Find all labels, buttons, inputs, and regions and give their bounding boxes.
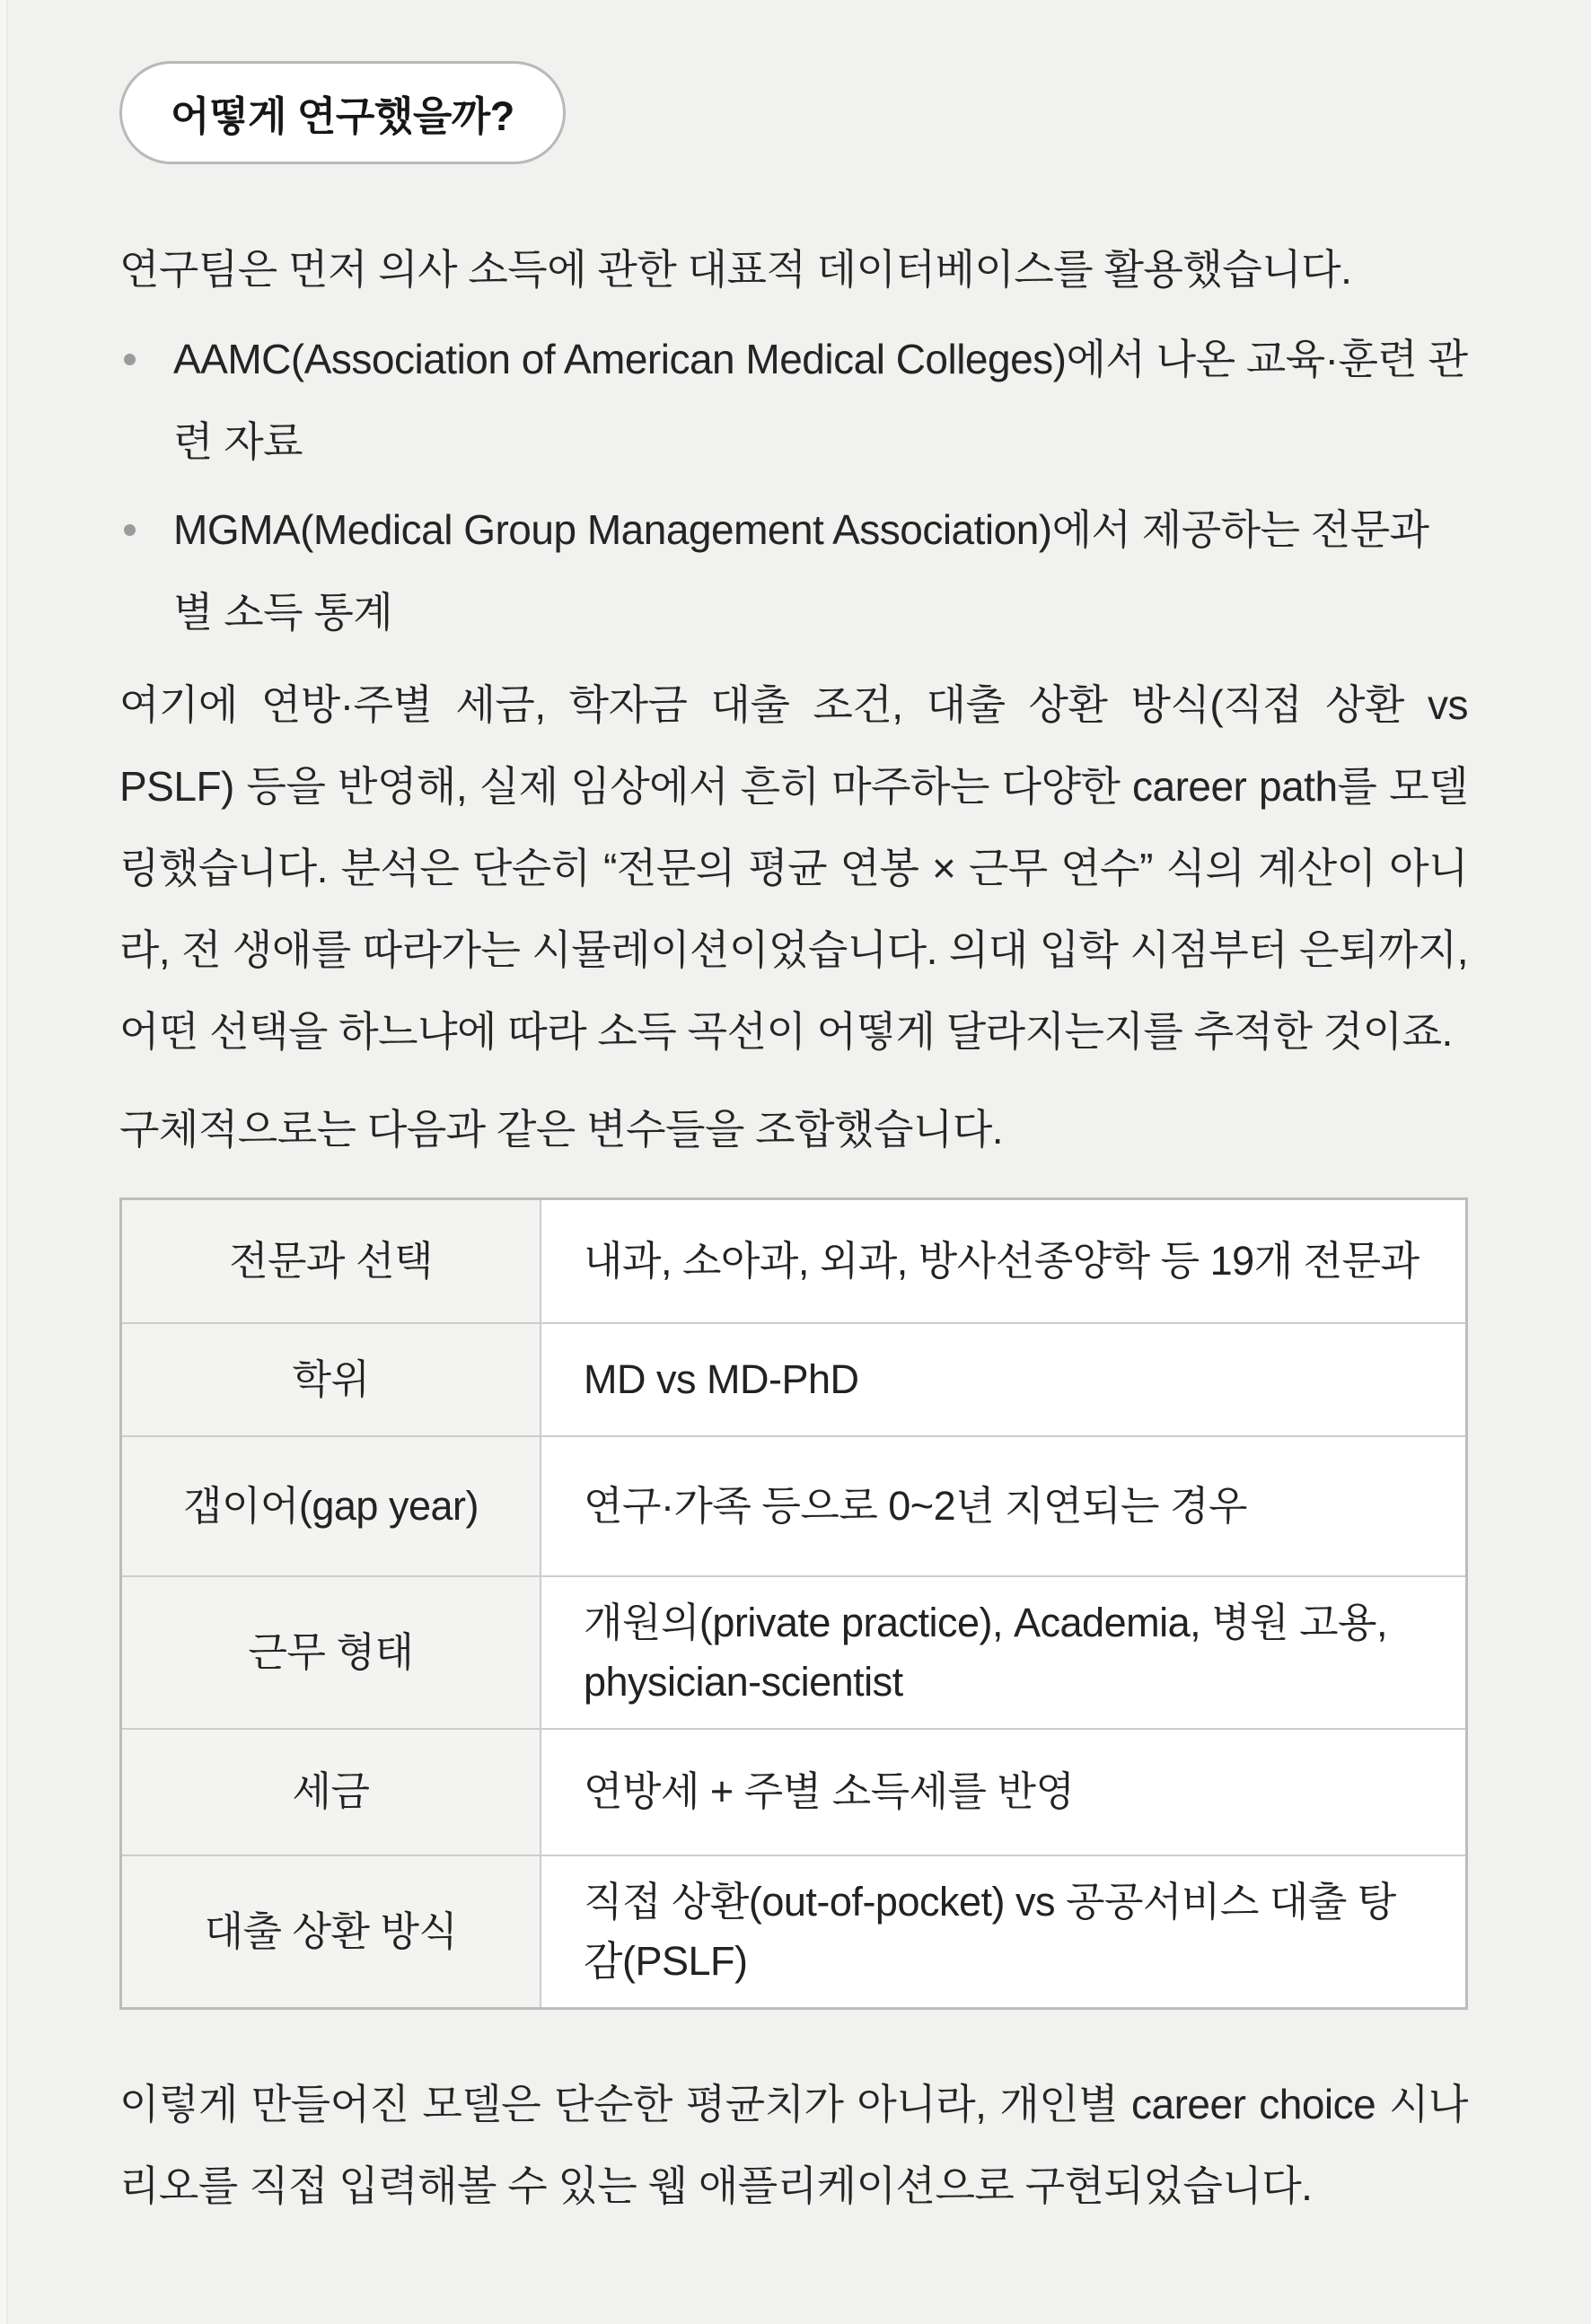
row-label-cell: 전문과 선택 bbox=[121, 1199, 541, 1323]
row-label-cell: 학위 bbox=[121, 1323, 541, 1436]
table-row-specialty bbox=[121, 1199, 1467, 1323]
row-value-cell: MD vs MD-PhD bbox=[541, 1323, 1467, 1436]
table-row-degree bbox=[121, 1323, 1467, 1436]
table-row-tax bbox=[121, 1729, 1467, 1855]
source-bullet-list bbox=[119, 318, 1468, 653]
outro-paragraph: 이렇게 만들어진 모델은 단순한 평균치가 아니라, 개인별 career choice 시나리오를 직접 입력해볼 수 있는 웹 애플리케이션으로 구현되었습니다. bbox=[119, 2080, 1468, 2209]
bullet-dot-icon bbox=[124, 354, 136, 365]
intro-paragraph: 연구팀은 먼저 의사 소득에 관한 대표적 데이터베이스를 활용했습니다. bbox=[119, 246, 1352, 293]
variables-table bbox=[119, 1197, 1468, 2010]
row-label-cell: 세금 bbox=[121, 1729, 541, 1855]
table-row-practice-type bbox=[121, 1576, 1467, 1729]
table-intro-paragraph: 구체적으로는 다음과 같은 변수들을 조합했습니다. bbox=[119, 1106, 1004, 1153]
bullet-item-text: MGMA(Medical Group Management Association)에서 제공하는 전문과별 소득 통계 bbox=[173, 506, 1429, 636]
row-label-cell: 갭이어(gap year) bbox=[121, 1436, 541, 1576]
row-label-cell: 대출 상환 방식 bbox=[121, 1855, 541, 2009]
bullet-item-aamc bbox=[119, 318, 1468, 483]
table-row-loan-repayment bbox=[121, 1855, 1467, 2009]
bullet-item-mgma bbox=[119, 488, 1468, 653]
row-label-cell: 근무 형태 bbox=[121, 1576, 541, 1729]
section-title-badge: 어떻게 연구했을까? bbox=[119, 61, 566, 164]
page-left-edge bbox=[0, 0, 7, 2324]
row-value-cell: 개원의(private practice), Academia, 병원 고용, physician-scientist bbox=[541, 1576, 1467, 1729]
table-row-gap-year bbox=[121, 1436, 1467, 1576]
body-paragraph: 여기에 연방·주별 세금, 학자금 대출 조건, 대출 상환 방식(직접 상환 vs PSLF) 등을 반영해, 실제 임상에서 흔히 마주하는 다양한 career path를 모델링했습니다. 분석은 단순히 “전문의 평균 연봉 × 근무 연수” 식의 계산이 아니라, 전 생애를 따라가는 시뮬레이션이었습니다. 의대 입학 시점부터 은퇴까지, 어떤 선택을 하느냐에 따라 소득 곡선이 어떻게 달라지는지를 추적한 것이죠. bbox=[119, 681, 1468, 1055]
row-value-cell: 내과, 소아과, 외과, 방사선종양학 등 19개 전문과 bbox=[541, 1199, 1467, 1323]
row-value-cell: 연구·가족 등으로 0~2년 지연되는 경우 bbox=[541, 1436, 1467, 1576]
row-value-cell: 연방세 + 주별 소득세를 반영 bbox=[541, 1729, 1467, 1855]
bullet-dot-icon bbox=[124, 524, 136, 536]
row-value-cell: 직접 상환(out-of-pocket) vs 공공서비스 대출 탕감(PSLF) bbox=[541, 1855, 1467, 2009]
bullet-item-text: AAMC(Association of American Medical Colleges)에서 나온 교육·훈련 관련 자료 bbox=[173, 336, 1468, 465]
